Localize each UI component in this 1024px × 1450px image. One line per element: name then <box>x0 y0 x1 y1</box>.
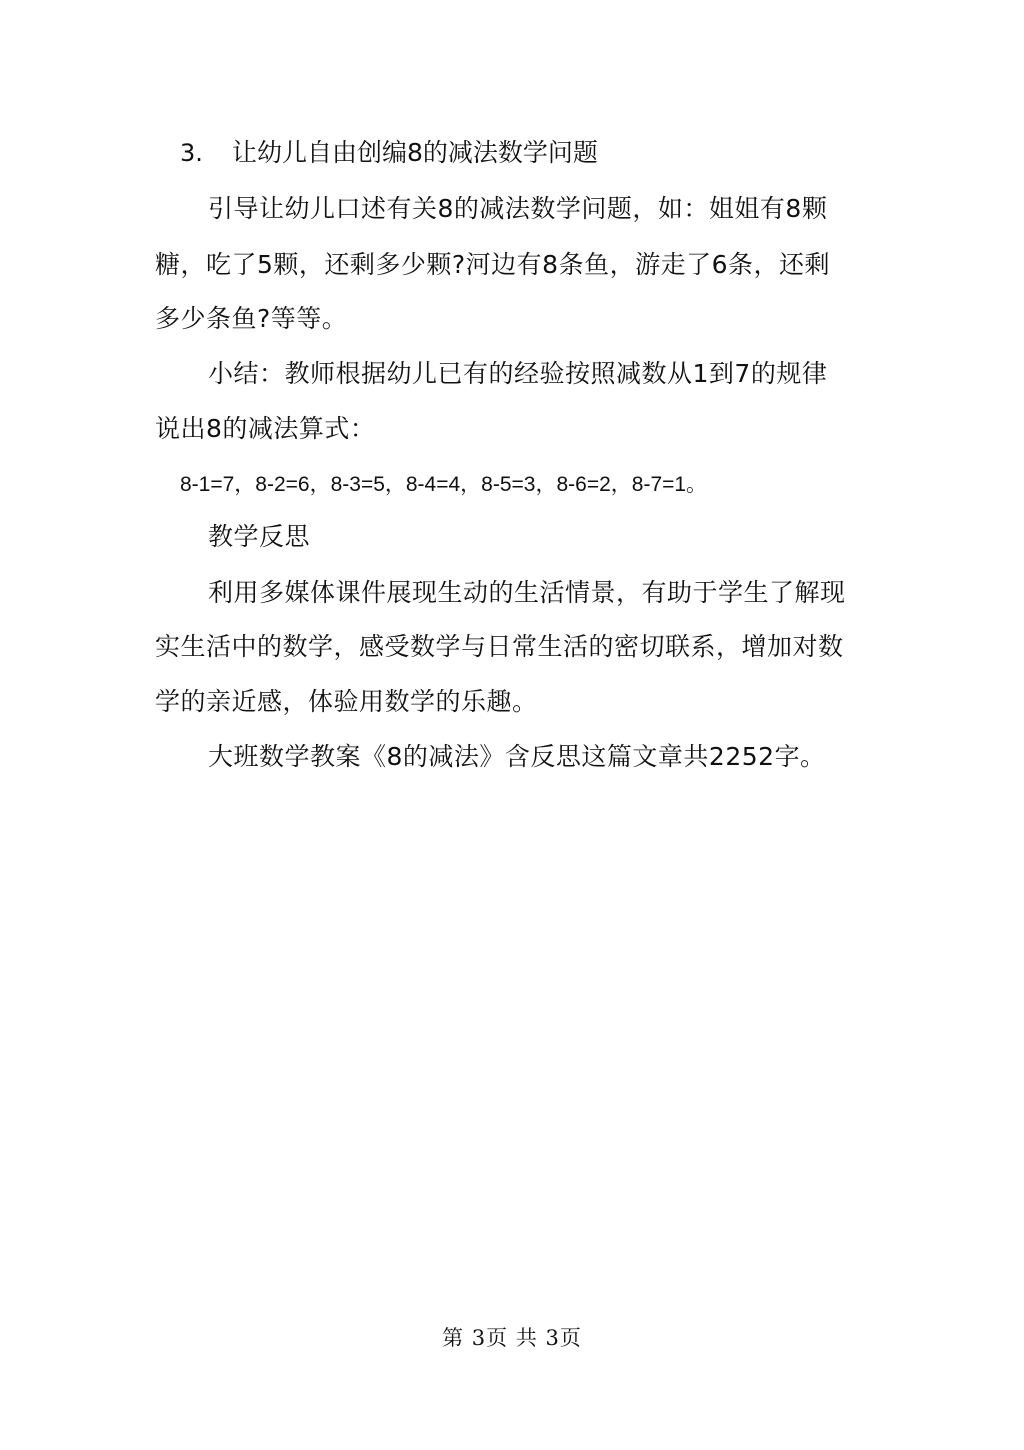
reflection-line: 学的亲近感，体验用数学的乐趣。 <box>155 687 538 716</box>
paragraph-line: 糖，吃了5颗，还剩多少颗?河边有8条鱼，游走了6条，还剩 <box>155 250 830 279</box>
list-item-heading: 让幼儿自由创编8的减法数学问题 <box>232 138 598 167</box>
reflection-heading: 教学反思 <box>208 522 311 551</box>
list-item-number: 3. <box>180 139 203 167</box>
paragraph-line: 多少条鱼?等等。 <box>155 304 348 333</box>
reflection-line: 实生活中的数学，感受数学与日常生活的密切联系，增加对数 <box>155 632 844 661</box>
summary-line: 说出8的减法算式： <box>155 414 376 443</box>
page-footer: 第 3页 共 3页 <box>442 1326 582 1350</box>
closing-line: 大班数学教案《8的减法》含反思这篇文章共2252字。 <box>208 742 826 771</box>
paragraph-line: 引导让幼儿口述有关8的减法数学问题，如：姐姐有8颗 <box>208 194 828 223</box>
subtraction-equations: 8-1=7，8-2=6，8-3=5，8-4=4，8-5=3，8-6=2，8-7=1。 <box>180 473 708 496</box>
summary-line: 小结：教师根据幼儿已有的经验按照减数从1到7的规律 <box>208 359 828 388</box>
reflection-line: 利用多媒体课件展现生动的生活情景，有助于学生了解现 <box>208 578 846 607</box>
